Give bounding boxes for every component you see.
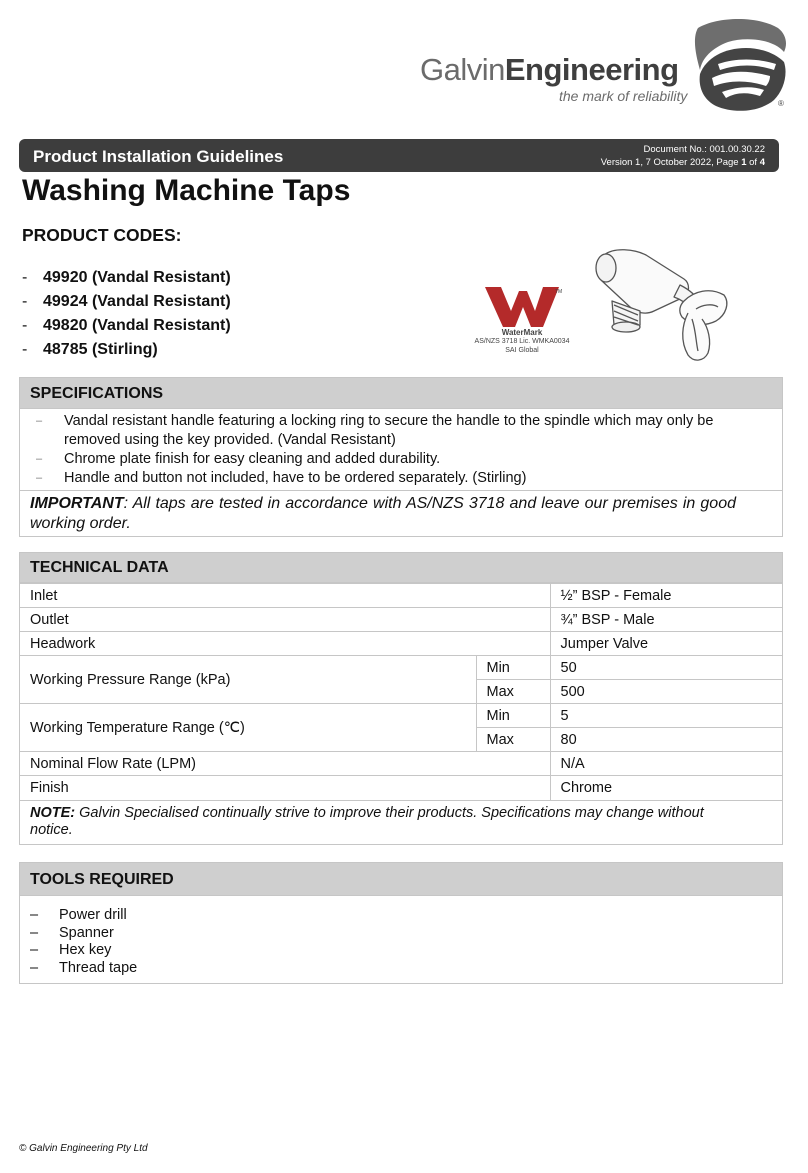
page-of: of bbox=[746, 156, 760, 168]
range-max-label: Max bbox=[476, 680, 550, 704]
range-max-value: 500 bbox=[550, 680, 782, 704]
tool-name: Spanner bbox=[59, 924, 114, 941]
important-notice bbox=[20, 490, 782, 534]
note-text: Galvin Specialised continually strive to improve their products. Specifications may change without notice. bbox=[30, 804, 704, 838]
tool-name: Hex key bbox=[59, 942, 112, 958]
range-min-label: Min bbox=[476, 656, 550, 680]
list-item bbox=[30, 907, 782, 925]
version-line bbox=[601, 157, 765, 170]
technical-data-heading: TECHNICAL DATA bbox=[20, 553, 782, 583]
product-code-item: - 49820 (Vandal Resistant) bbox=[22, 317, 231, 334]
logo-name-part1: Galvin bbox=[420, 52, 505, 87]
table-row bbox=[20, 608, 782, 632]
tools-required-section bbox=[19, 862, 783, 984]
bullet-dash: – bbox=[30, 924, 39, 941]
note-label: NOTE: bbox=[30, 804, 76, 821]
important-label: IMPORTANT bbox=[30, 495, 124, 512]
product-codes-list bbox=[22, 266, 231, 362]
product-code: 49820 (Vandal Resistant) bbox=[43, 317, 231, 334]
document-number: Document No.: 001.00.30.22 bbox=[643, 144, 765, 155]
specifications-list bbox=[20, 409, 782, 488]
document-info bbox=[601, 144, 765, 169]
table-row bbox=[20, 584, 782, 608]
row-value: Chrome bbox=[550, 776, 782, 800]
tm-mark: TM bbox=[555, 289, 563, 295]
row-value: Jumper Valve bbox=[550, 632, 782, 656]
watermark-w-icon bbox=[481, 285, 563, 329]
row-label: Nominal Flow Rate (LPM) bbox=[20, 752, 550, 776]
header-title: Product Installation Guidelines bbox=[33, 147, 284, 166]
tools-heading: TOOLS REQUIRED bbox=[20, 863, 782, 896]
bullet-dash: – bbox=[36, 415, 43, 427]
row-label: Outlet bbox=[20, 608, 550, 632]
logo-tagline: the mark of reliability bbox=[559, 88, 688, 104]
product-code: 49920 (Vandal Resistant) bbox=[43, 269, 231, 286]
specifications-section bbox=[19, 377, 783, 537]
row-label: Finish bbox=[20, 776, 550, 800]
row-label: Inlet bbox=[20, 584, 550, 608]
logo-wordmark bbox=[420, 52, 679, 88]
list-item bbox=[30, 960, 782, 978]
footer-copyright: © Galvin Engineering Pty Ltd bbox=[19, 1143, 148, 1154]
bullet-dash: – bbox=[30, 907, 39, 923]
registered-mark: ® bbox=[778, 99, 784, 108]
technical-data-section bbox=[19, 552, 783, 845]
technical-note bbox=[20, 800, 782, 839]
table-row bbox=[20, 632, 782, 656]
table-row bbox=[20, 776, 782, 800]
list-item bbox=[30, 925, 782, 943]
range-max-value: 80 bbox=[550, 728, 782, 752]
tools-list bbox=[20, 896, 782, 977]
bullet-dash: – bbox=[36, 472, 43, 484]
page-total: 4 bbox=[759, 156, 765, 168]
table-row bbox=[20, 704, 782, 728]
range-min-value: 5 bbox=[550, 704, 782, 728]
table-row bbox=[20, 752, 782, 776]
table-row bbox=[20, 656, 782, 680]
document-header-bar bbox=[19, 139, 779, 172]
page-title: Washing Machine Taps bbox=[22, 174, 351, 207]
version-text: Version 1, 7 October 2022, Page bbox=[600, 156, 742, 168]
specifications-heading: SPECIFICATIONS bbox=[20, 378, 782, 409]
row-value: ½” BSP - Female bbox=[550, 584, 782, 608]
range-max-label: Max bbox=[476, 728, 550, 752]
list-item bbox=[30, 942, 782, 960]
galvin-emblem-icon bbox=[678, 18, 790, 113]
tap-product-image bbox=[584, 245, 734, 370]
product-code-item: - 49924 (Vandal Resistant) bbox=[22, 293, 231, 310]
row-label: Working Pressure Range (kPa) bbox=[20, 656, 476, 704]
watermark-name: WaterMark bbox=[501, 328, 543, 337]
product-codes-heading: PRODUCT CODES: bbox=[22, 225, 182, 245]
product-code: 48785 (Stirling) bbox=[43, 341, 158, 358]
range-min-label: Min bbox=[476, 704, 550, 728]
product-code-item: - 49920 (Vandal Resistant) bbox=[22, 269, 231, 286]
list-item bbox=[30, 450, 752, 469]
page-current: 1 bbox=[741, 156, 747, 168]
list-item bbox=[30, 469, 752, 488]
spec-text: Vandal resistant handle featuring a locking ring to secure the handle to the spindle which may only be removed using the key provided. (Vandal Resistant) bbox=[64, 413, 714, 448]
row-label: Working Temperature Range (℃) bbox=[20, 704, 476, 752]
watermark-certifier: SAI Global bbox=[505, 347, 539, 354]
bullet-dash: – bbox=[30, 942, 39, 958]
range-min-value: 50 bbox=[550, 656, 782, 680]
tool-name: Power drill bbox=[59, 907, 127, 923]
row-label: Headwork bbox=[20, 632, 550, 656]
bullet-dash: – bbox=[30, 959, 39, 976]
spec-text: Handle and button not included, have to be ordered separately. (Stirling) bbox=[64, 470, 527, 486]
product-code: 49924 (Vandal Resistant) bbox=[43, 293, 231, 310]
product-code-item: - 48785 (Stirling) bbox=[22, 341, 158, 358]
tool-name: Thread tape bbox=[59, 959, 138, 976]
list-item bbox=[30, 412, 752, 450]
logo-name-part2: Engineering bbox=[504, 52, 679, 87]
technical-data-table bbox=[20, 583, 782, 800]
bullet-dash: – bbox=[36, 453, 43, 465]
important-text: : All taps are tested in accordance with AS/NZS 3718 and leave our premises in good working order. bbox=[30, 495, 736, 532]
spec-text: Chrome plate finish for easy cleaning and added durability. bbox=[64, 451, 441, 467]
company-logo bbox=[420, 18, 790, 113]
row-value: ¾” BSP - Male bbox=[550, 608, 782, 632]
row-value: N/A bbox=[550, 752, 782, 776]
watermark-certification bbox=[467, 285, 577, 375]
watermark-licence: AS/NZS 3718 Lic. WMKA0034 bbox=[474, 338, 570, 345]
